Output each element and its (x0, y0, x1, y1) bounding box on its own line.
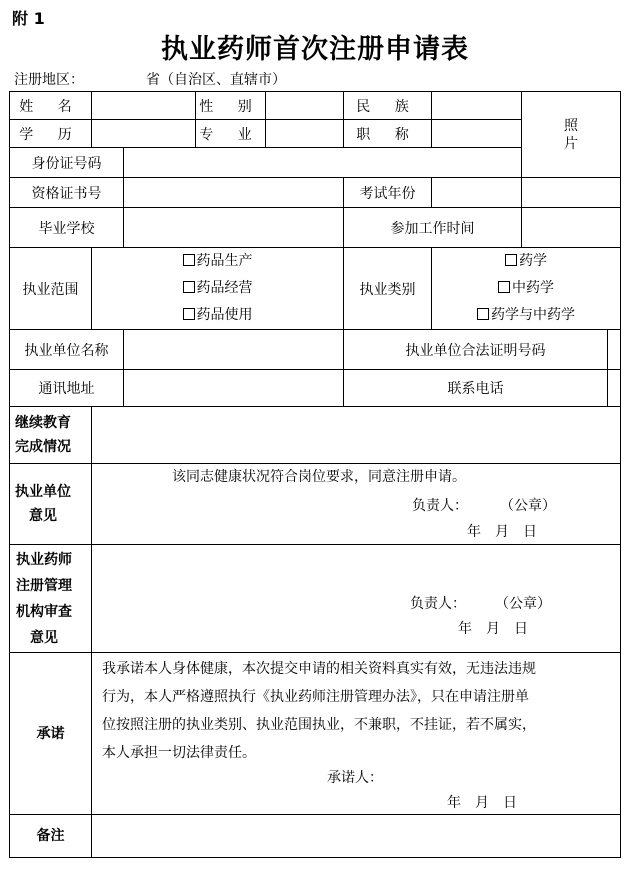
exam-year-extra (522, 178, 621, 208)
gender-field[interactable] (266, 92, 344, 120)
responsible-label: 负责人： (412, 498, 468, 514)
attachment-label: 附 1 (12, 9, 45, 28)
checkbox-icon[interactable] (183, 281, 195, 293)
checkbox-icon[interactable] (183, 254, 195, 266)
address-label: 通讯地址 (10, 370, 124, 407)
employer-opinion-label: 执业单位意见 (10, 464, 92, 545)
continuing-education-label: 继续教育完成情况 (10, 407, 92, 464)
remarks-label: 备注 (10, 815, 92, 858)
work-start-label: 参加工作时间 (344, 208, 522, 248)
school-label: 毕业学校 (10, 208, 124, 248)
category-option[interactable]: 药学与中药学 (432, 302, 620, 329)
work-start-field[interactable] (522, 208, 621, 248)
practice-scope-label: 执业范围 (10, 248, 92, 330)
practice-scope-options (92, 248, 344, 330)
qualification-number-field[interactable] (124, 178, 344, 208)
exam-year-field[interactable] (432, 178, 522, 208)
employer-name-label: 执业单位名称 (10, 330, 124, 370)
region-line (14, 69, 286, 89)
seal-label: （公章） (500, 498, 556, 514)
phone-label: 联系电话 (344, 370, 608, 407)
name-label: 姓 名 (10, 92, 92, 120)
title-field[interactable] (432, 120, 522, 148)
category-option[interactable]: 中药学 (432, 275, 620, 302)
ethnicity-label: 民 族 (344, 92, 432, 120)
education-field[interactable] (92, 120, 196, 148)
form-title: 执业药师首次注册申请表 (161, 34, 469, 65)
employer-opinion-cell (92, 464, 621, 545)
scope-option[interactable]: 药品生产 (92, 248, 343, 275)
ethnicity-field[interactable] (432, 92, 522, 120)
practice-category-options (432, 248, 621, 330)
id-number-label: 身份证号码 (10, 148, 124, 178)
remarks-field[interactable] (92, 815, 621, 858)
agency-review-label: 执业药师注册管理机构审查意见 (10, 545, 92, 653)
continuing-education-field[interactable] (92, 407, 621, 464)
id-number-field[interactable] (124, 148, 522, 178)
date-label: 年 月 日 (458, 621, 528, 637)
checkbox-icon[interactable] (477, 308, 489, 320)
checkbox-icon[interactable] (498, 281, 510, 293)
phone-field[interactable] (608, 370, 621, 407)
school-field[interactable] (124, 208, 344, 248)
photo-box (522, 92, 621, 178)
gender-label: 性 别 (196, 92, 266, 120)
agency-review-cell (92, 545, 621, 653)
pledger-label: 承诺人： (327, 770, 383, 786)
exam-year-label: 考试年份 (344, 178, 432, 208)
major-field[interactable] (266, 120, 344, 148)
practice-category-label: 执业类别 (344, 248, 432, 330)
photo-label: 照片 (564, 117, 578, 152)
region-label: 注册地区： (14, 72, 84, 88)
address-field[interactable] (124, 370, 344, 407)
pledge-cell (92, 653, 621, 815)
pledge-label: 承诺 (10, 653, 92, 815)
qualification-number-label: 资格证书号 (10, 178, 124, 208)
employer-license-field[interactable] (608, 330, 621, 370)
name-field[interactable] (92, 92, 196, 120)
education-label: 学 历 (10, 120, 92, 148)
pledge-text: 我承诺本人身体健康，本次提交申请的相关资料真实有效，无违法违规行为，本人严格遵照执行《执业药师注册管理办法》，只在申请注册单位按照注册的执业类别、执业范围执业，不兼职，不挂证，若不属实，本人承担一切法律责任。 (102, 661, 536, 761)
checkbox-icon[interactable] (505, 254, 517, 266)
employer-license-label: 执业单位合法证明号码 (344, 330, 608, 370)
scope-option[interactable]: 药品使用 (92, 302, 343, 329)
registration-form-table (9, 91, 621, 858)
date-label: 年 月 日 (447, 795, 517, 811)
date-label: 年 月 日 (467, 524, 537, 540)
seal-label: （公章） (495, 596, 551, 612)
major-label: 专 业 (196, 120, 266, 148)
employer-opinion-text: 该同志健康状况符合岗位要求，同意注册申请。 (172, 469, 466, 485)
category-option[interactable]: 药学 (432, 248, 620, 275)
employer-name-field[interactable] (124, 330, 344, 370)
scope-option[interactable]: 药品经营 (92, 275, 343, 302)
title-label: 职 称 (344, 120, 432, 148)
checkbox-icon[interactable] (183, 308, 195, 320)
region-suffix: 省（自治区、直辖市） (146, 72, 286, 88)
responsible-label: 负责人： (410, 596, 466, 612)
